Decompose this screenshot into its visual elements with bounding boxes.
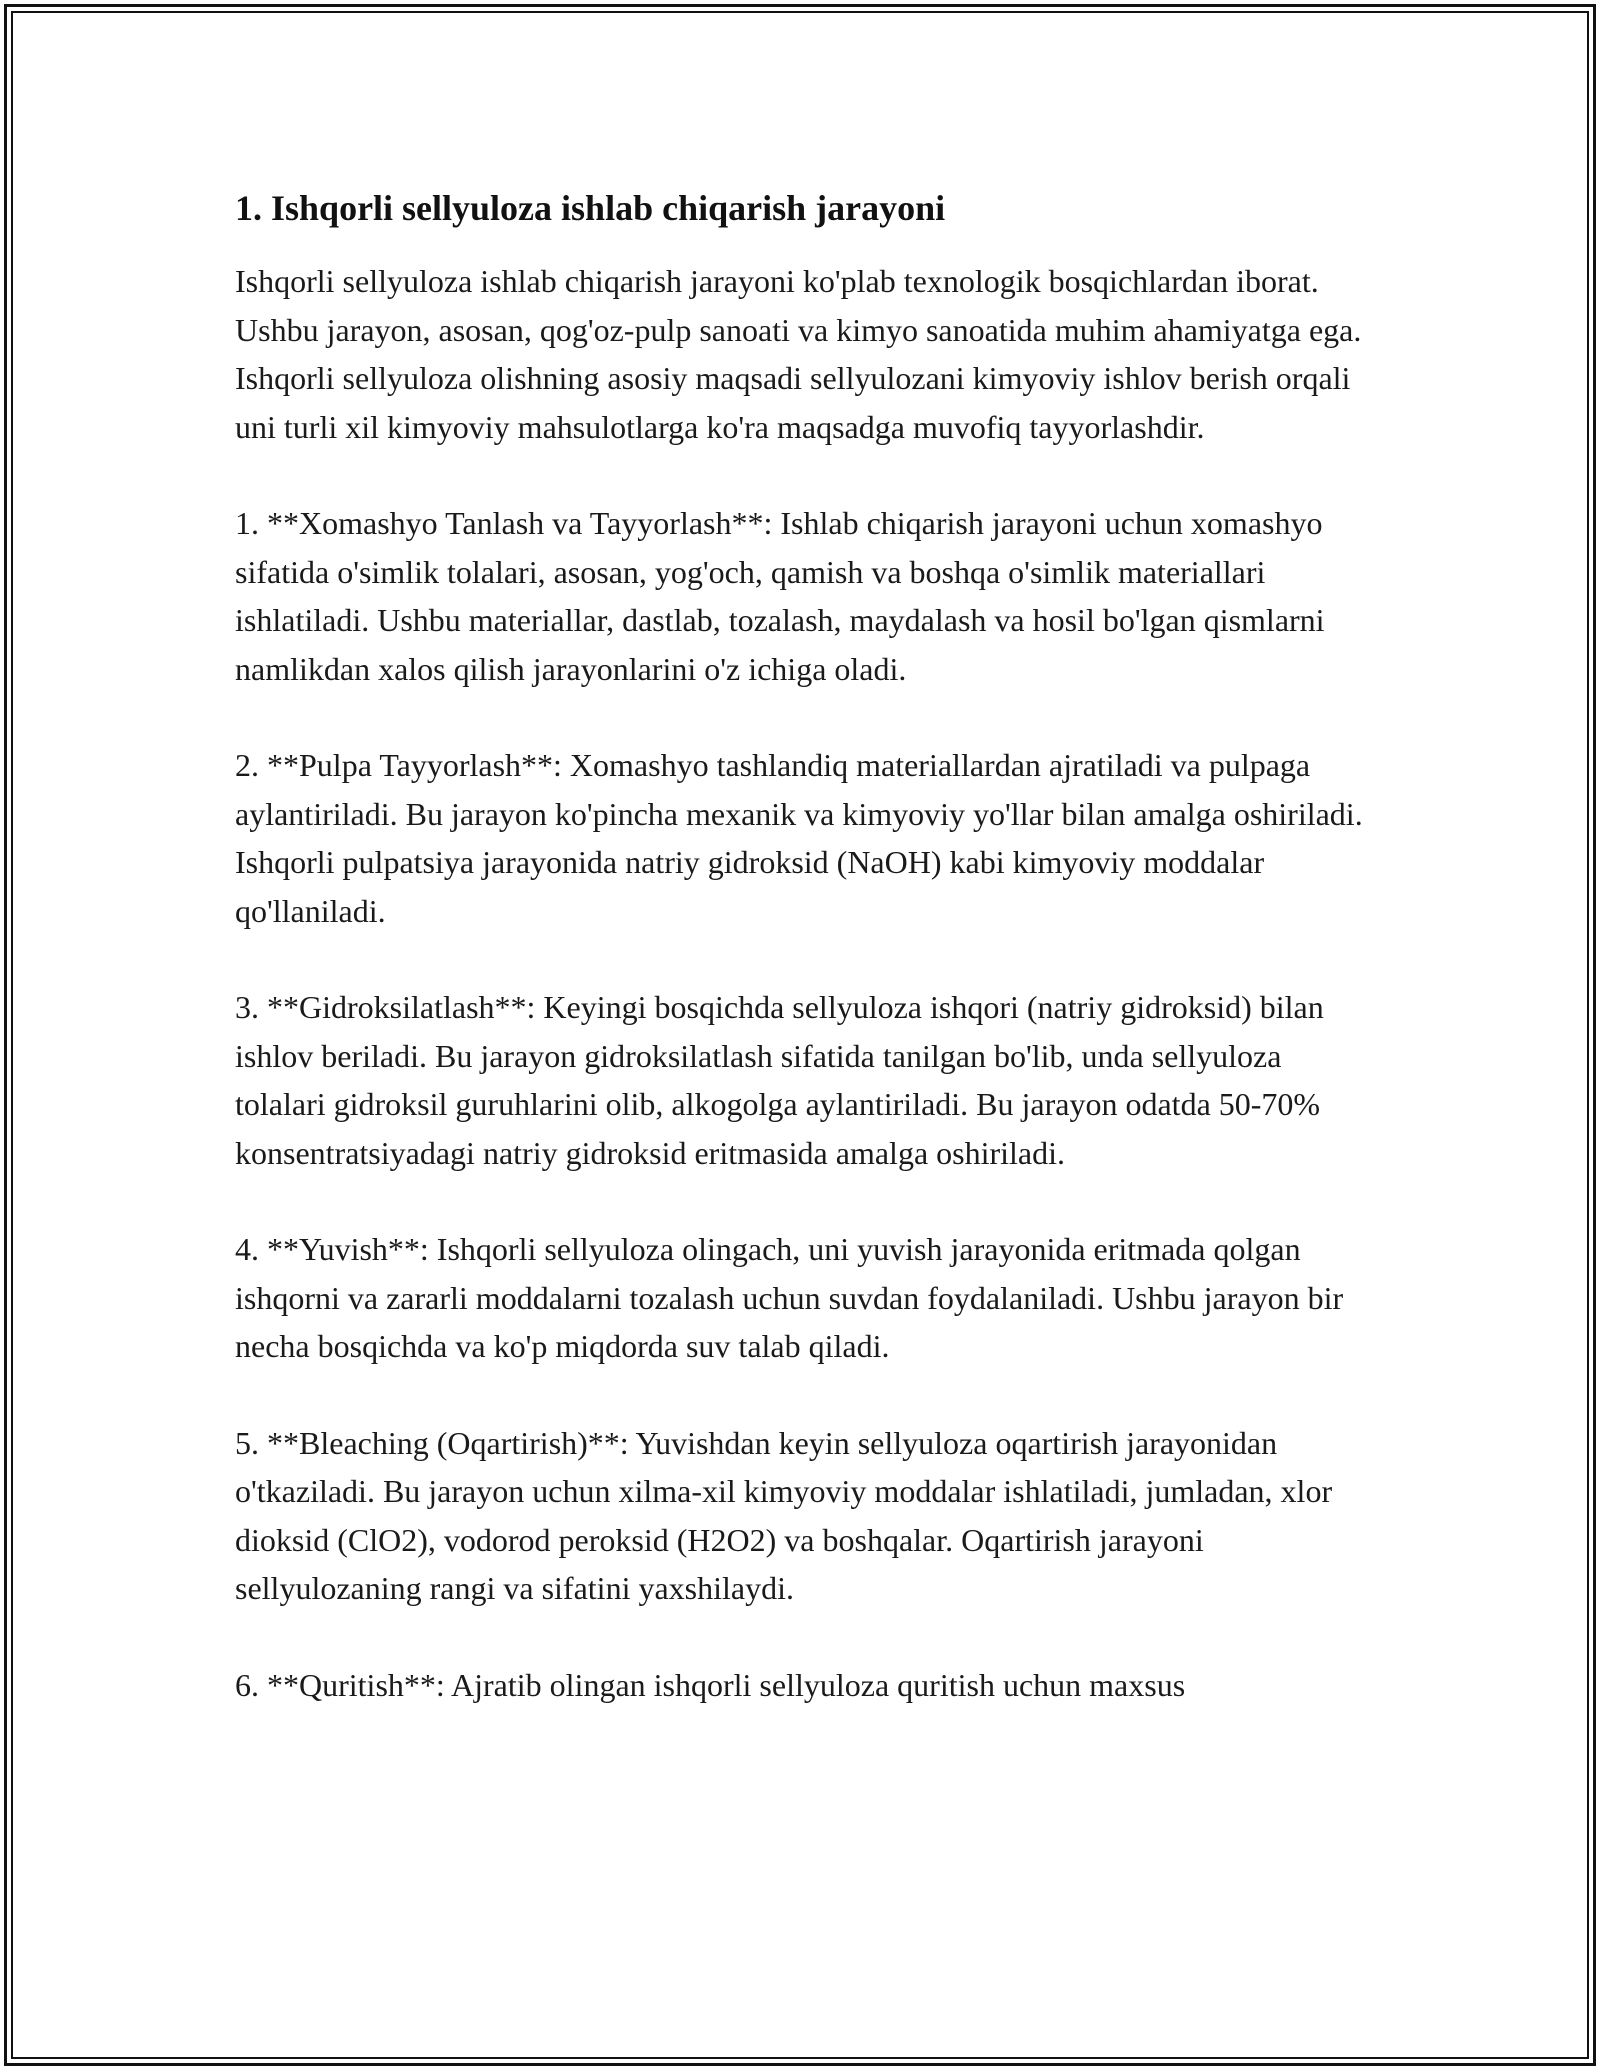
step-5-paragraph: 5. **Bleaching (Oqartirish)**: Yuvishdan keyin sellyuloza oqartirish jarayonidan o'tkaziladi. Bu jarayon uchun xilma-xil kimyoviy moddalar ishlatiladi, jumladan, xlor dioksid (ClO2), vodorod peroksid (H2O2) va boshqalar. Oqartirish jarayoni sellyulozaning rangi va sifatini yaxshilaydi. <box>235 1424 1333 1606</box>
step-4-paragraph: 4. **Yuvish**: Ishqorli sellyuloza olingach, uni yuvish jarayonida eritmada qolgan ishqorni va zararli moddalarni tozalash uchun suvdan foydalaniladi. Ushbu jarayon bir necha bosqichda va ko'p miqdorda suv talab qiladi. <box>235 1231 1344 1364</box>
step-3-paragraph: 3. **Gidroksilatlash**: Keyingi bosqichda sellyuloza ishqori (natriy gidroksid) bilan ishlov beriladi. Bu jarayon gidroksilatlash sifatida tanilgan bo'lib, unda sellyuloza tolalari gidroksil guruhlarini olib, alkogolga aylantiriladi. Bu jarayon odatda 50-70% konsentratsiyadagi natriy gidroksid eritmasida amalga oshiriladi. <box>235 989 1324 1171</box>
section-heading: 1. Ishqorli sellyuloza ishlab chiqarish jarayoni <box>235 188 946 228</box>
step-2-paragraph: 2. **Pulpa Tayyorlash**: Xomashyo tashlandiq materiallardan ajratiladi va pulpaga aylantiriladi. Bu jarayon ko'pincha mexanik va kimyoviy yo'llar bilan amalga oshiriladi. Ishqorli pulpatsiya jarayonida natriy gidroksid (NaOH) kabi kimyoviy moddalar qo'llaniladi. <box>235 747 1363 929</box>
step-6-paragraph: 6. **Quritish**: Ajratib olingan ishqorli sellyuloza quritish uchun maxsus <box>235 1666 1186 1703</box>
document-body <box>235 185 1375 1757</box>
step-1-paragraph: 1. **Xomashyo Tanlash va Tayyorlash**: Ishlab chiqarish jarayoni uchun xomashyo sifatida o'simlik tolalari, asosan, yog'och, qamish va boshqa o'simlik materiallari ishlatiladi. Ushbu materiallar, dastlab, tozalash, maydalash va hosil bo'lgan qismlarni namlikdan xalos qilish jarayonlarini o'z ichiga oladi. <box>235 505 1325 687</box>
intro-paragraph: Ishqorli sellyuloza ishlab chiqarish jarayoni ko'plab texnologik bosqichlardan iborat. Ushbu jarayon, asosan, qog'oz-pulp sanoati va kimyo sanoatida muhim ahamiyatga ega. Ishqorli sellyuloza olishning asosiy maqsadi sellyulozani kimyoviy ishlov berish orqali uni turli xil kimyoviy mahsulotlarga ko'ra maqsadga muvofiq tayyorlashdir. <box>235 263 1362 445</box>
